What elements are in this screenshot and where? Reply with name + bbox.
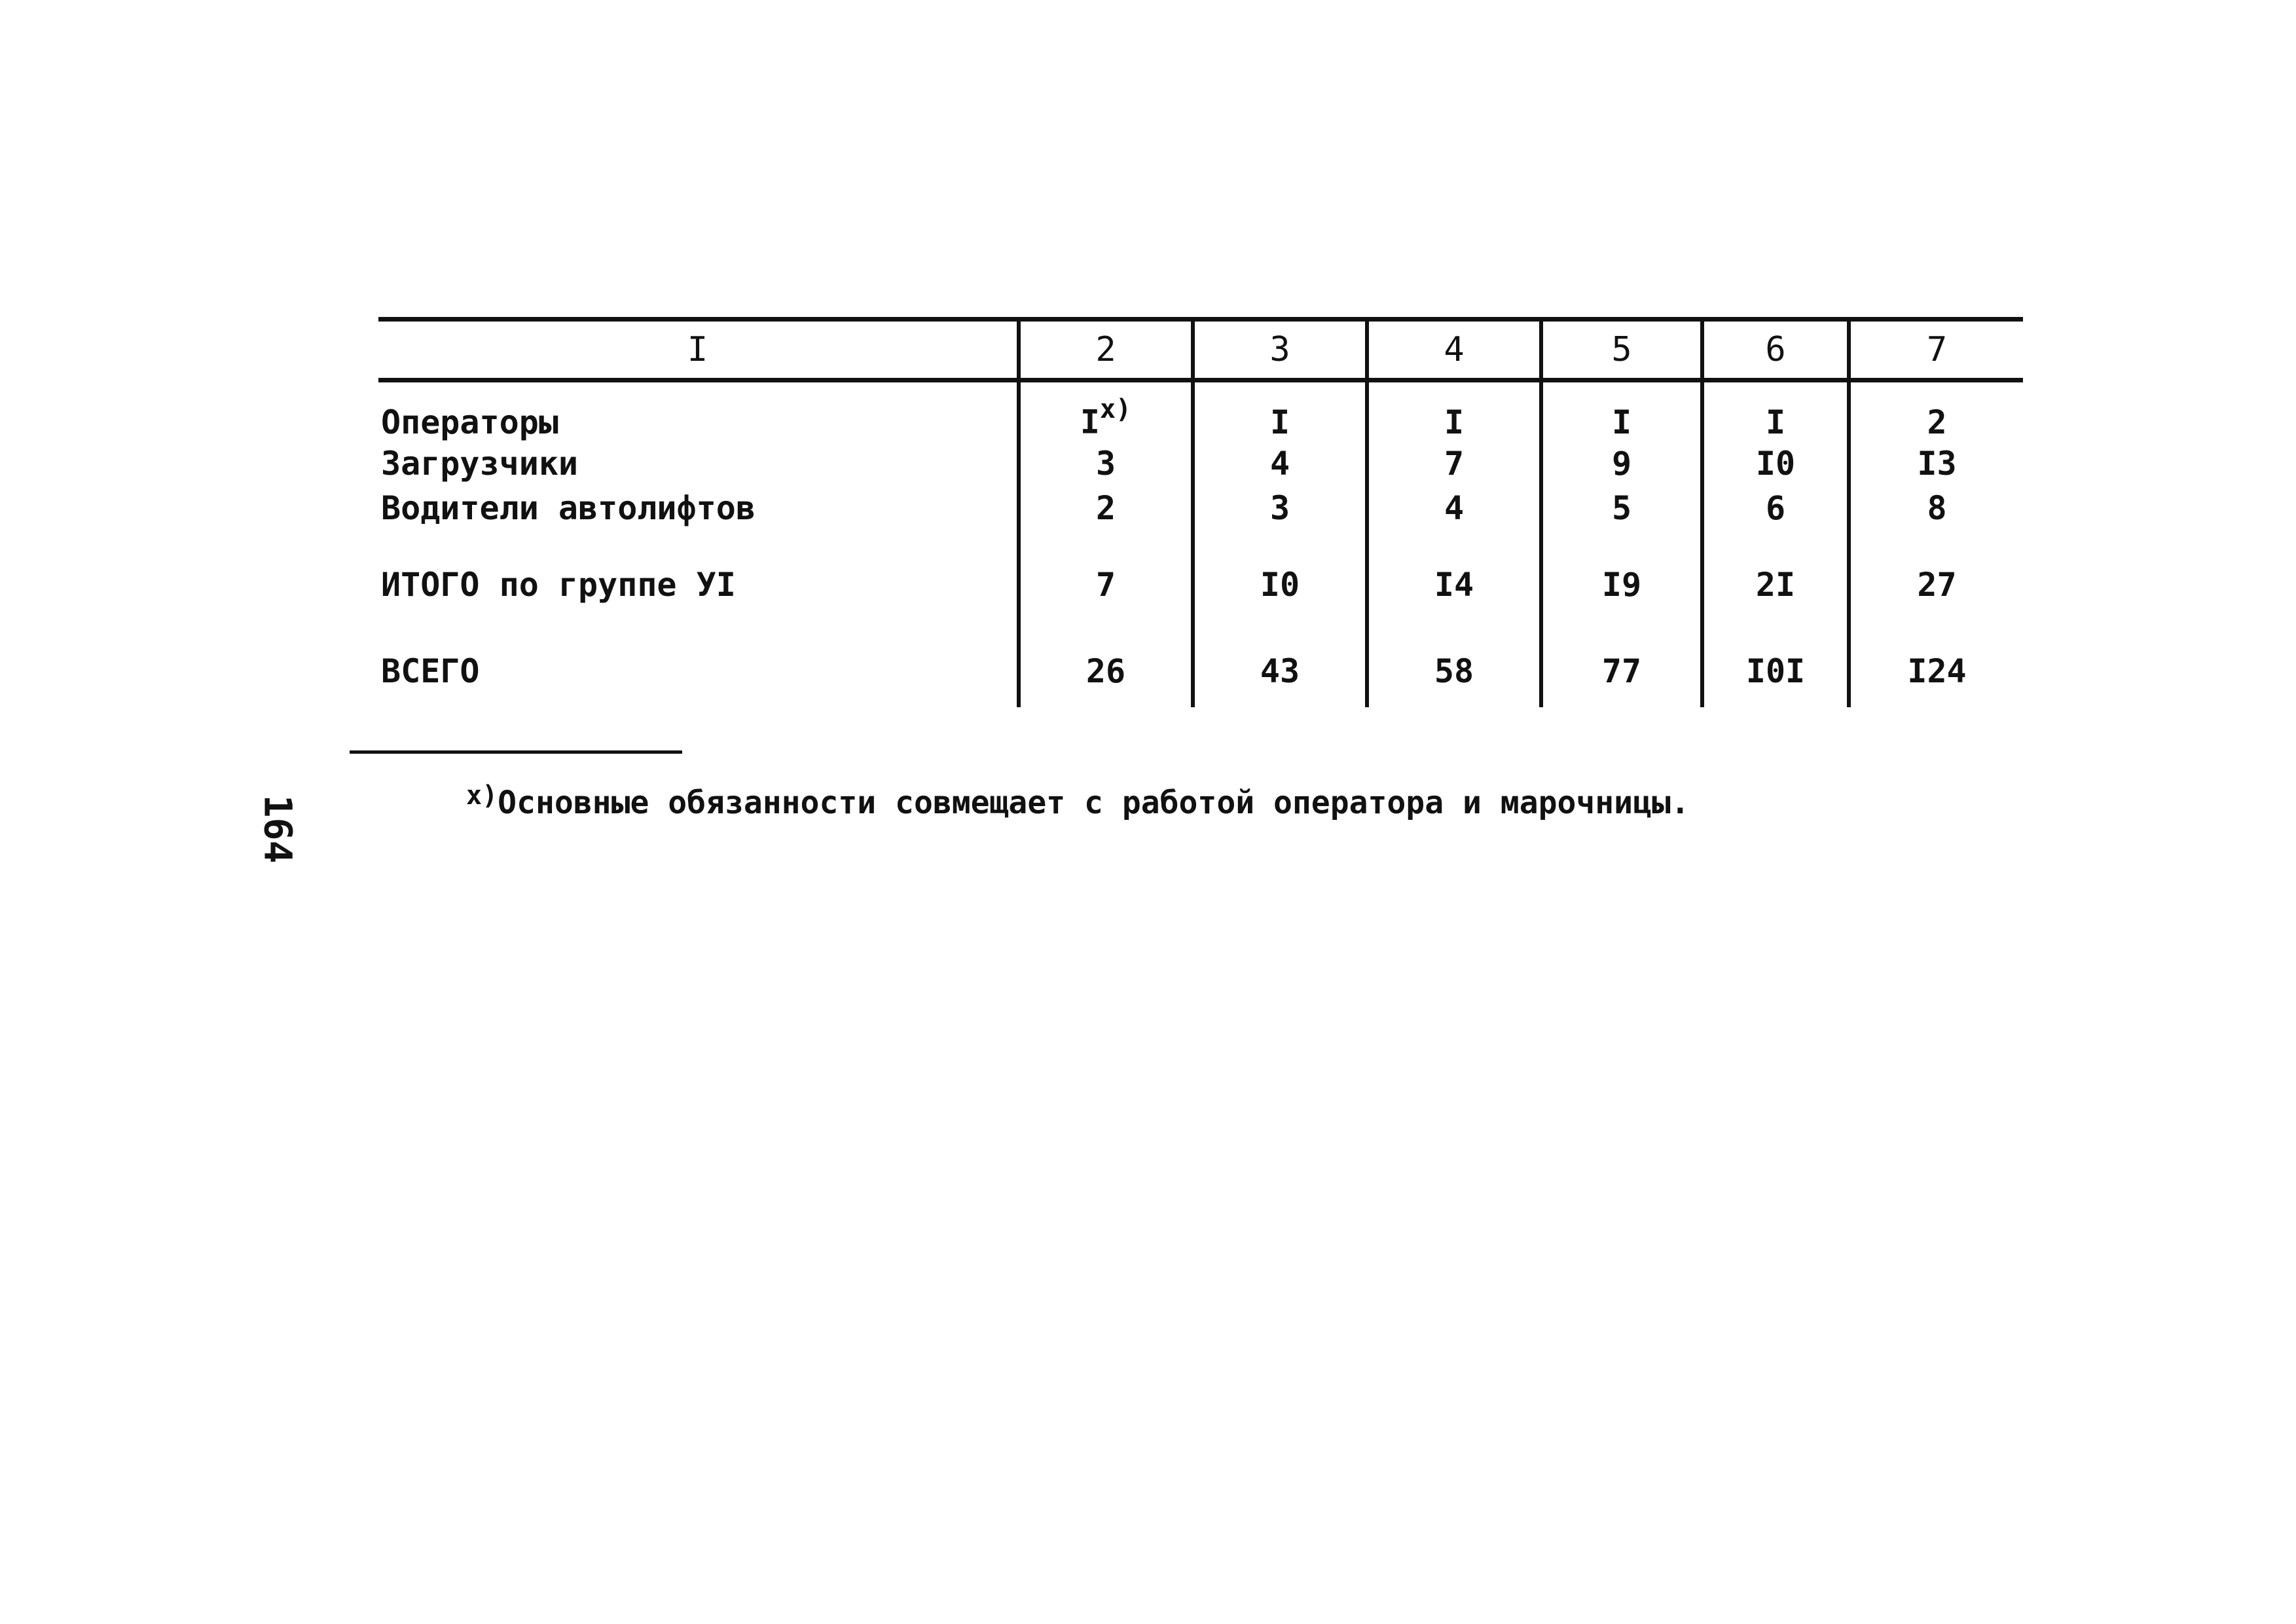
table-cell: I (1702, 380, 1849, 441)
column-number-row (378, 320, 2023, 380)
table-cell: I (1541, 380, 1702, 441)
column-number: I (378, 320, 1019, 380)
table-cell: 27 (1849, 530, 2023, 604)
table-cell: I (1367, 380, 1541, 441)
row-label: Водители автолифтов (381, 489, 756, 527)
row-label: ВСЕГО (381, 652, 480, 690)
table-cell: 77 (1541, 604, 1702, 707)
staffing-table-container (378, 317, 2023, 712)
table-cell: 4 (1193, 441, 1367, 486)
subtotal-row (378, 530, 2023, 604)
table-cell: 2 (1019, 486, 1193, 530)
footnote-divider (350, 750, 682, 754)
column-number: 5 (1541, 320, 1702, 380)
page-number: 164 (255, 794, 301, 864)
table-cell: I9 (1541, 530, 1702, 604)
grand-total-row (378, 604, 2023, 707)
table-cell: I3 (1849, 441, 2023, 486)
table-cell: 5 (1541, 486, 1702, 530)
table-row (378, 380, 2023, 441)
column-number: 6 (1702, 320, 1849, 380)
footnote (466, 781, 1690, 821)
table-cell (1019, 380, 1193, 441)
footnote-reference: x) (1099, 394, 1132, 424)
cell-value: I (1080, 403, 1100, 441)
column-number: 2 (1019, 320, 1193, 380)
row-label: Операторы (381, 403, 558, 441)
table-cell: I24 (1849, 604, 2023, 707)
footnote-mark: x) (466, 781, 498, 811)
column-number: 4 (1367, 320, 1541, 380)
table-cell: 6 (1702, 486, 1849, 530)
table-cell: 58 (1367, 604, 1541, 707)
table-cell: 9 (1541, 441, 1702, 486)
table-cell: I4 (1367, 530, 1541, 604)
table-cell: 2I (1702, 530, 1849, 604)
table-cell: I (1193, 380, 1367, 441)
table-cell: 3 (1193, 486, 1367, 530)
footnote-text: Основные обязанности совмещает с работой оператора и марочницы. (498, 784, 1690, 821)
row-label: Загрузчики (381, 444, 579, 483)
table-cell: 43 (1193, 604, 1367, 707)
table-cell: 8 (1849, 486, 2023, 530)
table-cell: I0I (1702, 604, 1849, 707)
row-label: ИТОГО по группе УI (381, 565, 736, 604)
column-number: 7 (1849, 320, 2023, 380)
table-cell: 4 (1367, 486, 1541, 530)
column-number: 3 (1193, 320, 1367, 380)
table-cell: 2 (1849, 380, 2023, 441)
table-cell: I0 (1193, 530, 1367, 604)
table-cell: I0 (1702, 441, 1849, 486)
table-cell: 3 (1019, 441, 1193, 486)
table-row (378, 441, 2023, 486)
table-cell: 7 (1019, 530, 1193, 604)
table-cell: 7 (1367, 441, 1541, 486)
table-cell: 26 (1019, 604, 1193, 707)
staffing-table (378, 317, 2023, 707)
table-row (378, 486, 2023, 530)
